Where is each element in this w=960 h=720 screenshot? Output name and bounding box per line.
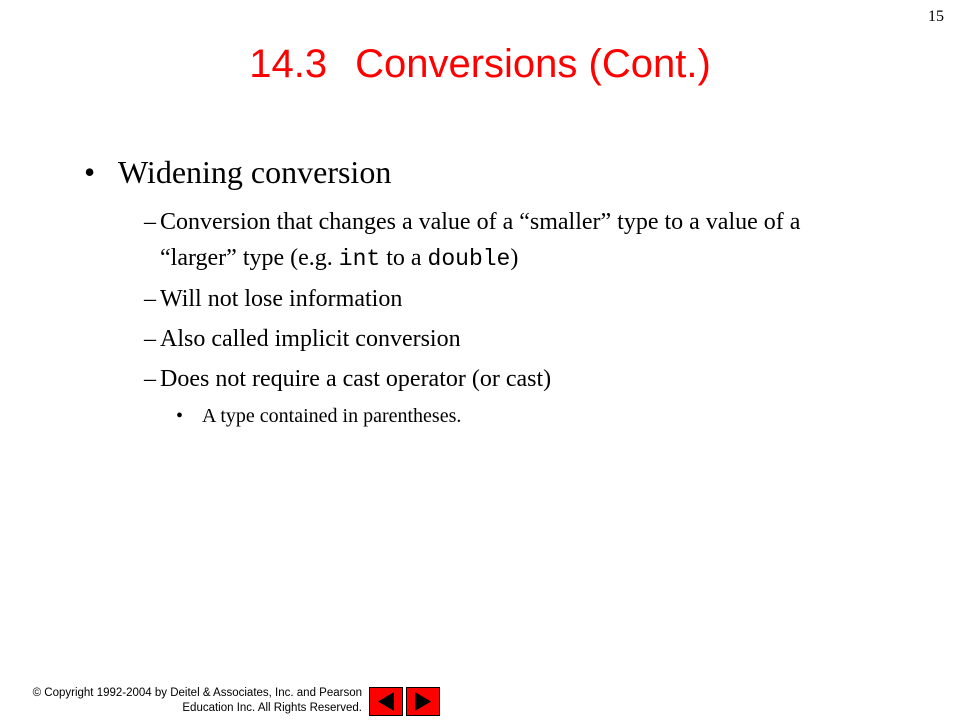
copyright-line-2: Education Inc. All Rights Reserved. (182, 702, 362, 714)
copyright-footer (14, 686, 362, 716)
text-segment: to a (380, 245, 428, 271)
title-text: Conversions (Cont.) (355, 42, 711, 86)
code-int: int (338, 246, 381, 272)
bullet-text: A type contained in parentheses. (202, 405, 462, 427)
bullet-marker: • (176, 405, 184, 427)
slide-content (84, 150, 904, 429)
arrow-left-icon (370, 688, 402, 715)
sub-bullet-no-cast (144, 361, 904, 397)
bullet-level-1 (84, 150, 904, 194)
previous-slide-button[interactable] (369, 687, 403, 716)
slide-title (0, 42, 960, 87)
code-double: double (427, 246, 511, 272)
section-number: 14.3 (249, 42, 328, 86)
dash-marker: – (144, 326, 156, 352)
dash-marker: – (144, 209, 156, 235)
text-segment: ) (510, 245, 519, 271)
copyright-line-1: © Copyright 1992-2004 by Deitel & Associates, Inc. and Pearson (32, 687, 362, 699)
sub-bullet-text: Also called implicit conversion (160, 326, 461, 352)
dash-marker: – (144, 366, 156, 392)
text-segment: Conversion that changes a value of a “smaller” type to a value of a “larger” type (e.g. (160, 209, 801, 271)
bullet-marker: • (84, 154, 96, 190)
sub-bullet-text: Does not require a cast operator (or cast) (160, 366, 552, 392)
bullet-level-3 (176, 403, 904, 429)
sub-bullet-no-loss (144, 281, 904, 317)
bullet-text: Widening conversion (118, 154, 392, 190)
sub-bullet-conversion-definition (144, 204, 904, 277)
sub-bullet-text: Will not lose information (160, 286, 403, 312)
sub-bullet-text (160, 204, 840, 277)
page-number: 15 (928, 8, 944, 25)
dash-marker: – (144, 286, 156, 312)
arrow-right-icon (407, 688, 439, 715)
sub-bullet-implicit (144, 321, 904, 357)
next-slide-button[interactable] (406, 687, 440, 716)
